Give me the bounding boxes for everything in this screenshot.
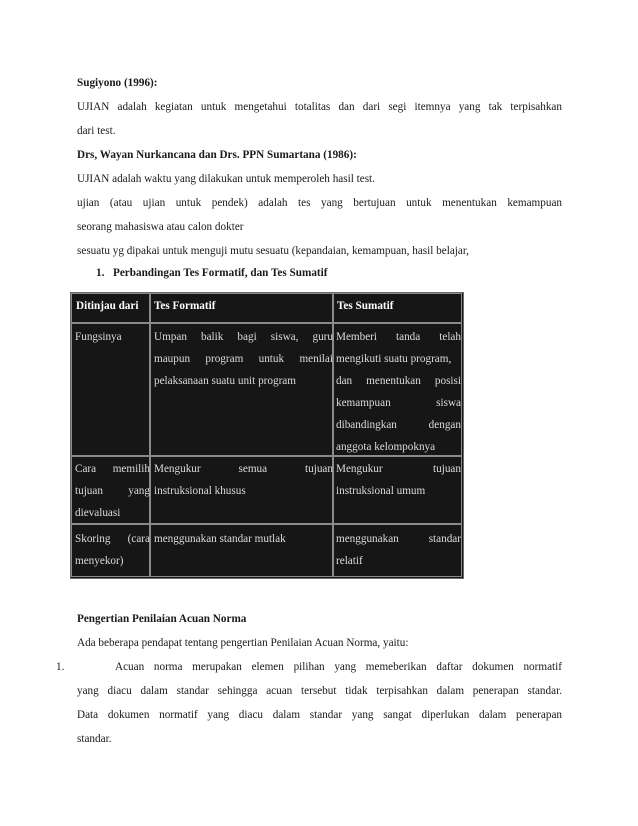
cell-text: menggunakan standar bbox=[336, 533, 461, 545]
table-cell bbox=[71, 456, 150, 524]
table-header-text: Ditinjau dari bbox=[76, 300, 139, 312]
paragraph-line: sesuatu yg dipakai untuk menguji mutu sesuatu (kepandaian, kemampuan, hasil belajar, bbox=[77, 245, 469, 257]
list-item-number: 1. bbox=[56, 661, 65, 673]
table-cell bbox=[150, 323, 333, 456]
cell-text: Mengukur tujuan bbox=[336, 463, 461, 475]
table-header-cell bbox=[150, 293, 333, 323]
paragraph-line: Ada beberapa pendapat tentang pengertian Penilaian Acuan Norma, yaitu: bbox=[77, 637, 409, 649]
paragraph-line: Data dokumen normatif yang diacu dalam standar yang sangat diperlukan dalam penerapan bbox=[77, 709, 562, 721]
cell-text: dan menentukan posisi bbox=[336, 375, 461, 387]
paragraph-line: Acuan norma merupakan elemen pilihan yang memeberikan daftar dokumen normatif bbox=[115, 661, 562, 673]
table-cell bbox=[150, 456, 333, 524]
cell-text: maupun program untuk menilai bbox=[154, 353, 333, 365]
cell-text: Mengukur semua tujuan bbox=[154, 463, 333, 475]
paragraph-line: dari test. bbox=[77, 125, 116, 137]
paragraph-line: ujian (atau ujian untuk pendek) adalah tes yang bertujuan untuk menentukan kemampuan bbox=[77, 197, 562, 209]
paragraph-line: yang diacu dalam standar sehingga acuan tersebut tidak terpisahkan dalam penerapan standar. bbox=[77, 685, 562, 697]
cell-text: kemampuan siswa bbox=[336, 397, 461, 409]
section-title: Perbandingan Tes Formatif, dan Tes Sumatif bbox=[113, 267, 328, 279]
comparison-table bbox=[70, 292, 464, 579]
table-header-text: Tes Formatif bbox=[154, 300, 216, 312]
paragraph-line: standar. bbox=[77, 733, 112, 745]
cell-text: Memberi tanda telah bbox=[336, 331, 461, 343]
cell-text: instruksional khusus bbox=[154, 485, 246, 497]
table-cell bbox=[150, 524, 333, 577]
table-header-cell bbox=[333, 293, 462, 323]
cell-text: mengikuti suatu program, bbox=[336, 353, 452, 365]
table-cell bbox=[333, 456, 462, 524]
cell-text: relatif bbox=[336, 555, 363, 567]
cell-text: menyekor) bbox=[75, 555, 124, 567]
paragraph-line: seorang mahasiswa atau calon dokter bbox=[77, 221, 244, 233]
table-header-cell bbox=[71, 293, 150, 323]
cell-text: Umpan balik bagi siswa, guru bbox=[154, 331, 333, 343]
paragraph-line: UJIAN adalah kegiatan untuk mengetahui totalitas dan dari segi itemnya yang tak terpisahkan bbox=[77, 101, 562, 113]
cell-text: Cara memilih bbox=[75, 463, 150, 475]
table-cell bbox=[71, 524, 150, 577]
heading-sugiyono: Sugiyono (1996): bbox=[77, 77, 158, 89]
cell-text: pelaksanaan suatu unit program bbox=[154, 375, 296, 387]
table-cell bbox=[333, 524, 462, 577]
cell-text: tujuan yang bbox=[75, 485, 150, 497]
cell-text: menggunakan standar mutlak bbox=[154, 533, 286, 545]
cell-text: Skoring (cara bbox=[75, 533, 150, 545]
cell-text: dibandingkan dengan bbox=[336, 419, 461, 431]
section-number: 1. bbox=[96, 267, 105, 279]
table-cell bbox=[333, 323, 462, 456]
table-cell bbox=[71, 323, 150, 456]
cell-text: anggota kelompoknya bbox=[336, 441, 436, 453]
cell-text: dievaluasi bbox=[75, 507, 121, 519]
heading-acuan-norma: Pengertian Penilaian Acuan Norma bbox=[77, 613, 247, 625]
paragraph-line: UJIAN adalah waktu yang dilakukan untuk memperoleh hasil test. bbox=[77, 173, 375, 185]
table-header-text: Tes Sumatif bbox=[337, 300, 394, 312]
cell-text: instruksional umum bbox=[336, 485, 426, 497]
heading-nurkancana: Drs, Wayan Nurkancana dan Drs. PPN Sumartana (1986): bbox=[77, 149, 357, 161]
cell-text: Fungsinya bbox=[75, 331, 122, 343]
